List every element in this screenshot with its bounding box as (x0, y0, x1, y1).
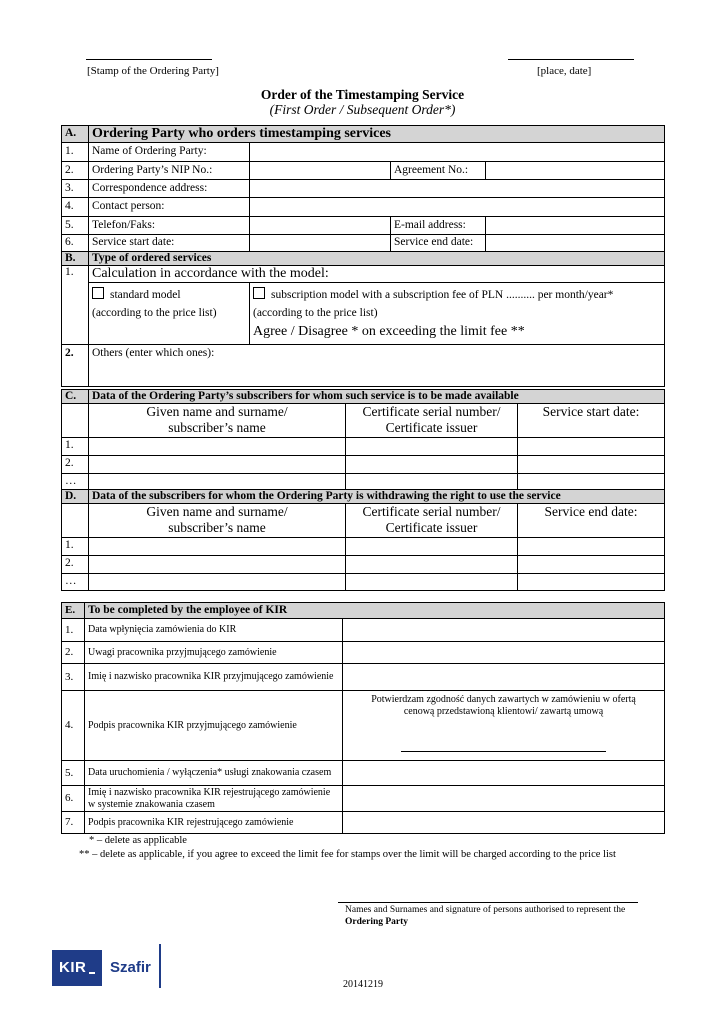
d-name-cell[interactable] (89, 537, 346, 555)
nip-field[interactable] (250, 162, 391, 180)
a-row-label: Ordering Party’s NIP No.: (89, 162, 250, 180)
service-end-date-field[interactable] (486, 235, 665, 252)
a-row-num: 4. (62, 198, 89, 217)
d-row-num: … (62, 573, 89, 590)
place-date-label: [place, date] (537, 65, 592, 77)
d-cert-cell[interactable] (346, 573, 518, 590)
c-col-cert-header (346, 404, 518, 437)
c-header-spacer (62, 404, 89, 437)
kir-logo-text: KIR (59, 959, 87, 976)
c-col-name-line2: subscriber’s name (168, 420, 266, 436)
e-value-cell[interactable] (343, 664, 665, 691)
standard-model-note: (according to the price list) (92, 306, 217, 319)
d-col-cert-line1: Certificate serial number/ (362, 504, 501, 520)
b-row1-num: 1. (62, 266, 89, 283)
subscription-model-label: subscription model with a subscription fee of PLN .......... per month/year* (271, 289, 614, 302)
d-cert-cell[interactable] (346, 555, 518, 573)
kir-logo (52, 950, 102, 986)
e-row-label: Data wpłynięcia zamówienia do KIR (85, 619, 343, 642)
others-field[interactable] (89, 345, 665, 387)
section-a-title: Ordering Party who orders timestamping services (89, 126, 665, 143)
page-subtitle: (First Order / Subsequent Order*) (269, 102, 456, 117)
c-date-cell[interactable] (518, 455, 665, 473)
phone-fax-field[interactable] (250, 217, 391, 235)
c-col-name-header (89, 404, 346, 437)
place-date-line (508, 59, 634, 60)
e-row-label: Uwagi pracownika przyjmującego zamówienie (85, 642, 343, 664)
document-code: 20141219 (343, 979, 383, 990)
section-e-table (61, 602, 665, 834)
a-row-label: Telefon/Faks: (89, 217, 250, 235)
c-col-cert-line2: Certificate issuer (385, 420, 478, 436)
e-row-label: Podpis pracownika KIR rejestrującego zamówienie (85, 812, 343, 834)
c-cert-cell[interactable] (346, 437, 518, 455)
szafir-logo-text: Szafir (110, 959, 151, 976)
ordering-party-name-field[interactable] (250, 143, 665, 162)
contact-person-field[interactable] (250, 198, 665, 217)
a-row-label: Contact person: (89, 198, 250, 217)
a-row-label: Service start date: (89, 235, 250, 252)
c-col-name-line1: Given name and surname/ (146, 404, 288, 420)
a-row-label: Agreement No.: (391, 162, 486, 180)
subscription-model-note: (according to the price list) (253, 306, 378, 319)
a-row-label: Service end date: (391, 235, 486, 252)
e-value-cell[interactable] (343, 642, 665, 664)
e-value-cell[interactable] (343, 761, 665, 786)
d-col-name-line1: Given name and surname/ (146, 504, 288, 520)
section-c-table (61, 389, 665, 491)
stamp-line (86, 59, 212, 60)
standard-model-cell[interactable] (89, 283, 250, 345)
kir-logo-bar (89, 972, 95, 974)
d-col-name-line2: subscriber’s name (168, 520, 266, 536)
e-value-cell[interactable] (343, 786, 665, 812)
b-row1-title: Calculation in accordance with the model: (89, 266, 665, 283)
c-name-cell[interactable] (89, 437, 346, 455)
section-b-letter: B. (62, 252, 89, 266)
e-value-cell[interactable] (343, 619, 665, 642)
agree-disagree-text[interactable]: Agree / Disagree * on exceeding the limit fee ** (253, 323, 525, 339)
section-d-title: Data of the subscribers for whom the Ordering Party is withdrawing the right to use the service (89, 490, 665, 504)
c-date-cell[interactable] (518, 473, 665, 490)
c-row-num: … (62, 473, 89, 490)
standard-model-label: standard model (110, 289, 181, 302)
a-row-label: Name of Ordering Party: (89, 143, 250, 162)
d-date-cell[interactable] (518, 573, 665, 590)
signature-caption-line1: Names and Surnames and signature of persons authorised to represent the (345, 905, 626, 915)
subscription-model-cell[interactable] (250, 283, 665, 345)
a-row-label: Correspondence address: (89, 180, 250, 198)
e-row-label: Imię i nazwisko pracownika KIR rejestrującego zamówienie w systemie znakowania czasem (85, 786, 343, 812)
e-row-num: 5. (62, 761, 85, 786)
c-col-start-header: Service start date: (518, 404, 665, 437)
section-a-letter: A. (62, 126, 89, 143)
d-cert-cell[interactable] (346, 537, 518, 555)
c-name-cell[interactable] (89, 473, 346, 490)
e-row-num: 2. (62, 642, 85, 664)
d-row-num: 2. (62, 555, 89, 573)
section-b-title: Type of ordered services (89, 252, 665, 266)
c-row-num: 2. (62, 455, 89, 473)
e-row-label: Podpis pracownika KIR przyjmującego zamówienie (85, 691, 343, 761)
d-name-cell[interactable] (89, 555, 346, 573)
c-name-cell[interactable] (89, 455, 346, 473)
section-d-table (61, 489, 665, 591)
d-name-cell[interactable] (89, 573, 346, 590)
e-signature-line (401, 751, 606, 752)
a-row-num: 6. (62, 235, 89, 252)
d-date-cell[interactable] (518, 555, 665, 573)
section-c-title: Data of the Ordering Party’s subscribers for whom such service is to be made available (89, 390, 665, 404)
correspondence-address-field[interactable] (250, 180, 665, 198)
section-e-letter: E. (62, 603, 85, 619)
stamp-label: [Stamp of the Ordering Party] (87, 65, 219, 77)
d-col-cert-line2: Certificate issuer (385, 520, 478, 536)
email-field[interactable] (486, 217, 665, 235)
c-date-cell[interactable] (518, 437, 665, 455)
others-label: Others (enter which ones): (92, 347, 215, 360)
d-header-spacer (62, 504, 89, 537)
a-row-num: 2. (62, 162, 89, 180)
section-c-letter: C. (62, 390, 89, 404)
d-col-name-header (89, 504, 346, 537)
section-e-title: To be completed by the employee of KIR (85, 603, 665, 619)
a-row-num: 1. (62, 143, 89, 162)
authorised-signature-line (338, 902, 638, 903)
d-col-cert-header (346, 504, 518, 537)
b-row2-num: 2. (62, 345, 89, 387)
c-row-num: 1. (62, 437, 89, 455)
standard-model-checkbox[interactable] (92, 287, 104, 299)
e-row-num: 1. (62, 619, 85, 642)
e-row-num: 4. (62, 691, 85, 761)
d-date-cell[interactable] (518, 537, 665, 555)
d-row-num: 1. (62, 537, 89, 555)
a-row-num: 3. (62, 180, 89, 198)
c-cert-cell[interactable] (346, 473, 518, 490)
signature-caption-line2: Ordering Party (345, 917, 409, 927)
footnote-1: * – delete as applicable (89, 835, 187, 846)
section-d-letter: D. (62, 490, 89, 504)
agreement-no-field[interactable] (486, 162, 665, 180)
b-row1-spacer (62, 283, 89, 345)
logo-divider (159, 944, 161, 988)
footnote-2: ** – delete as applicable, if you agree to exceed the limit fee for stamps over the limit will be charged according to the price list (79, 849, 616, 860)
c-col-cert-line1: Certificate serial number/ (362, 404, 501, 420)
subscription-model-checkbox[interactable] (253, 287, 265, 299)
a-row-num: 5. (62, 217, 89, 235)
page-title: Order of the Timestamping Service (260, 87, 465, 102)
e-value-cell[interactable] (343, 812, 665, 834)
e-confirm-text: Potwierdzam zgodność danych zawartych w zamówieniu w ofertą cenową przedstawioną klientowi/ zawartą umową (371, 694, 636, 717)
service-start-date-field[interactable] (250, 235, 391, 252)
e-row-num: 3. (62, 664, 85, 691)
e-confirm-cell[interactable] (343, 691, 665, 761)
a-row-label: E-mail address: (391, 217, 486, 235)
e-row-label: Data uruchomienia / wyłączenia* usługi znakowania czasem (85, 761, 343, 786)
e-row-num: 6. (62, 786, 85, 812)
c-cert-cell[interactable] (346, 455, 518, 473)
d-col-end-header: Service end date: (518, 504, 665, 537)
e-row-num: 7. (62, 812, 85, 834)
section-ab-table (61, 125, 665, 387)
e-row-label: Imię i nazwisko pracownika KIR przyjmującego zamówienie (85, 664, 343, 691)
